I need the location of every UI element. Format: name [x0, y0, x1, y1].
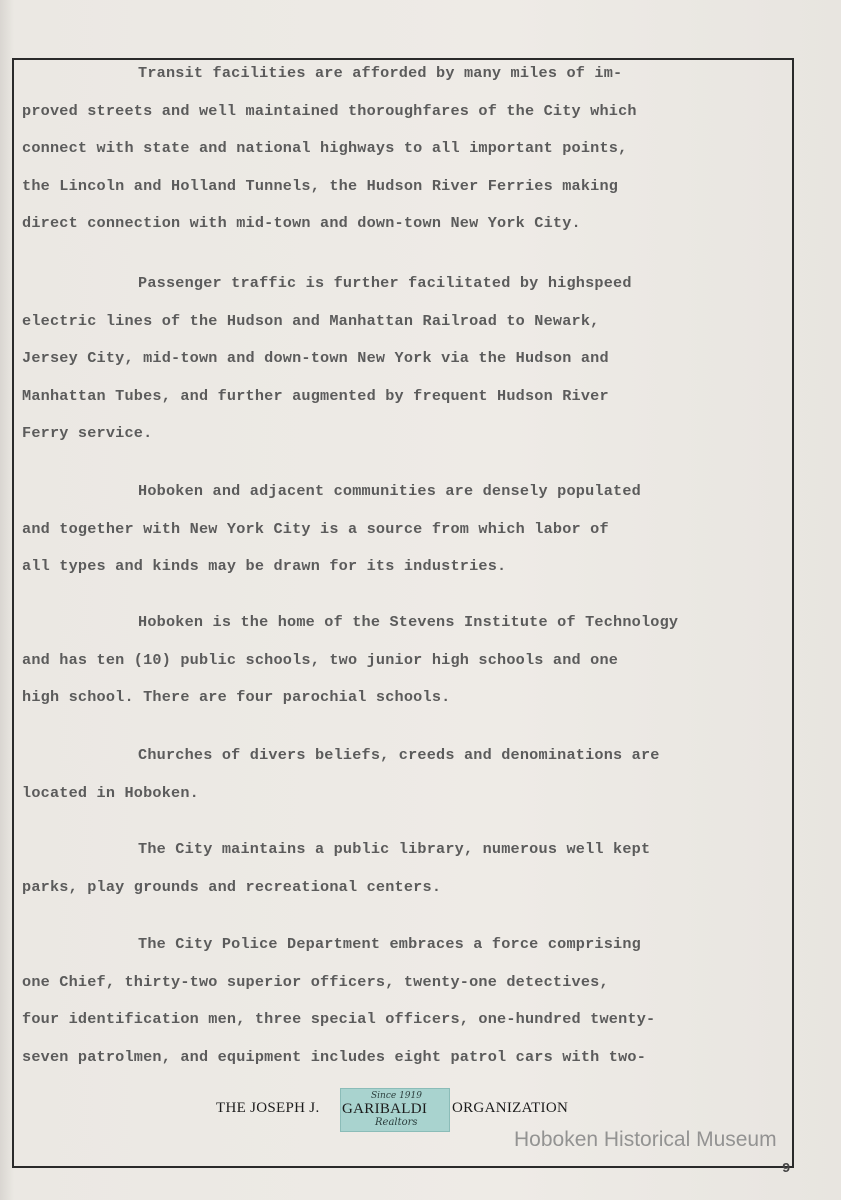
logo-realtors: Realtors	[375, 1117, 418, 1128]
text-line: Hoboken and adjacent communities are densely populated	[138, 482, 641, 500]
text-line: high school. There are four parochial schools.	[22, 688, 451, 707]
text-line: The City Police Department embraces a force comprising	[138, 935, 641, 953]
text-line: located in Hoboken.	[22, 783, 199, 802]
footer-left-text: THE JOSEPH J.	[216, 1100, 320, 1116]
museum-watermark: Hoboken Historical Museum	[514, 1128, 777, 1151]
text-line: proved streets and well maintained thoroughfares of the City which	[22, 101, 637, 120]
text-line: Passenger traffic is further facilitated by highspeed	[138, 274, 632, 292]
logo-name: GARIBALDI	[342, 1101, 428, 1117]
text-line: Churches of divers beliefs, creeds and denominations are	[138, 746, 660, 764]
text-line: seven patrolmen, and equipment includes eight patrol cars with two-	[22, 1047, 647, 1066]
garibaldi-logo	[340, 1088, 450, 1132]
text-line: connect with state and national highways to all important points,	[22, 139, 628, 158]
text-line: one Chief, thirty-two superior officers, twenty-one detectives,	[22, 972, 609, 991]
footer-right-text: ORGANIZATION	[452, 1100, 569, 1116]
text-line: Transit facilities are afforded by many miles of im-	[138, 64, 623, 82]
logo-since: Since 1919	[371, 1091, 422, 1101]
text-line: Jersey City, mid-town and down-town New York via the Hudson and	[22, 349, 609, 368]
text-line: four identification men, three special officers, one-hundred twenty-	[22, 1010, 656, 1029]
text-line: Manhattan Tubes, and further augmented by frequent Hudson River	[22, 386, 609, 405]
text-line: and together with New York City is a source from which labor of	[22, 519, 609, 538]
text-line: and has ten (10) public schools, two junior high schools and one	[22, 650, 619, 669]
text-line: The City maintains a public library, numerous well kept	[138, 840, 651, 858]
text-line: parks, play grounds and recreational centers.	[22, 877, 442, 896]
text-line: direct connection with mid-town and down-town New York City.	[22, 214, 581, 233]
text-line: Hoboken is the home of the Stevens Institute of Technology	[138, 613, 679, 631]
text-line: electric lines of the Hudson and Manhattan Railroad to Newark,	[22, 311, 600, 330]
text-line: all types and kinds may be drawn for its industries.	[22, 557, 507, 576]
text-line: Ferry service.	[22, 424, 153, 443]
page-number: 9	[782, 1161, 791, 1177]
text-line: the Lincoln and Holland Tunnels, the Hudson River Ferries making	[22, 176, 619, 195]
